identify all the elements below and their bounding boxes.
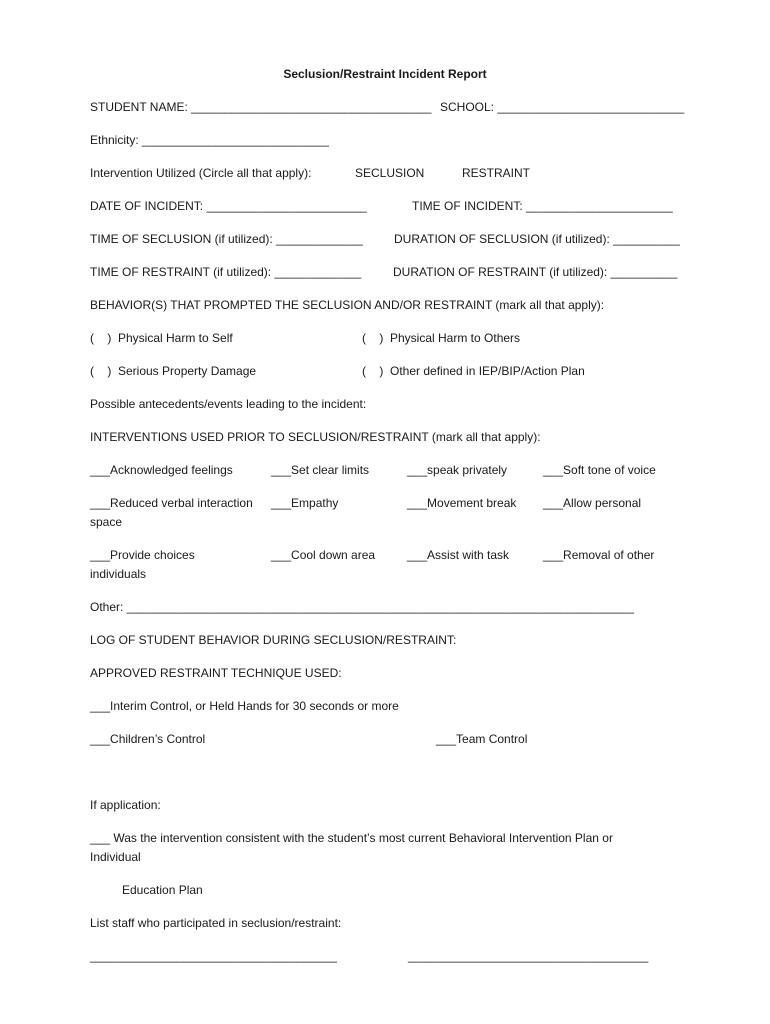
restraint-option[interactable]: RESTRAINT bbox=[462, 166, 531, 180]
behavior-checkbox-property-damage[interactable]: ( ) Serious Property Damage bbox=[90, 364, 257, 378]
staff-line-1[interactable]: _____________________________________ bbox=[90, 949, 337, 963]
behavior-checkbox-harm-self[interactable]: ( ) Physical Harm to Self bbox=[90, 331, 233, 345]
consistency-education-plan: Education Plan bbox=[122, 883, 203, 897]
intervention-acknowledged-feelings[interactable]: ___Acknowledged feelings bbox=[90, 463, 233, 477]
other-field[interactable]: Other: ____________________________________________________________________________ bbox=[90, 600, 634, 614]
student-name-field[interactable]: STUDENT NAME: ____________________________________ bbox=[90, 100, 432, 114]
intervention-soft-tone[interactable]: ___Soft tone of voice bbox=[543, 463, 656, 477]
antecedents-label: Possible antecedents/events leading to the incident: bbox=[90, 397, 367, 411]
time-of-seclusion-field[interactable]: TIME OF SECLUSION (if utilized): _____________ bbox=[90, 232, 363, 246]
log-heading: LOG OF STUDENT BEHAVIOR DURING SECLUSION/RESTRAINT: bbox=[90, 633, 457, 647]
intervention-set-clear-limits[interactable]: ___Set clear limits bbox=[271, 463, 370, 477]
staff-line-2[interactable]: ____________________________________ bbox=[408, 949, 649, 963]
if-application-label: If application: bbox=[90, 798, 161, 812]
consistency-checkbox[interactable]: ___ Was the intervention consistent with the student’s most current Behavioral Intervention Plan or bbox=[90, 831, 613, 845]
time-of-incident-field[interactable]: TIME OF INCIDENT: ______________________ bbox=[412, 199, 673, 213]
technique-team-control[interactable]: ___Team Control bbox=[436, 732, 528, 746]
approved-technique-heading: APPROVED RESTRAINT TECHNIQUE USED: bbox=[90, 666, 342, 680]
intervention-movement-break[interactable]: ___Movement break bbox=[407, 496, 517, 510]
behavior-checkbox-other-defined[interactable]: ( ) Other defined in IEP/BIP/Action Plan bbox=[362, 364, 585, 378]
school-field[interactable]: SCHOOL: ____________________________ bbox=[440, 100, 685, 114]
page-title: Seclusion/Restraint Incident Report bbox=[283, 67, 487, 81]
duration-of-restraint-field[interactable]: DURATION OF RESTRAINT (if utilized): __________ bbox=[393, 265, 678, 279]
ethnicity-field[interactable]: Ethnicity: ____________________________ bbox=[90, 133, 329, 147]
intervention-reduced-verbal[interactable]: ___Reduced verbal interaction bbox=[90, 496, 253, 510]
intervention-provide-choices[interactable]: ___Provide choices bbox=[90, 548, 195, 562]
seclusion-option[interactable]: SECLUSION bbox=[355, 166, 425, 180]
interventions-prior-heading: INTERVENTIONS USED PRIOR TO SECLUSION/RESTRAINT (mark all that apply): bbox=[90, 430, 541, 444]
intervention-removal-wrap: individuals bbox=[90, 567, 147, 581]
technique-childrens-control[interactable]: ___Children’s Control bbox=[90, 732, 206, 746]
intervention-allow-personal[interactable]: ___Allow personal bbox=[543, 496, 642, 510]
duration-of-seclusion-field[interactable]: DURATION OF SECLUSION (if utilized): __________ bbox=[394, 232, 680, 246]
intervention-label: Intervention Utilized (Circle all that apply): bbox=[90, 166, 312, 180]
technique-interim-control[interactable]: ___Interim Control, or Held Hands for 30 seconds or more bbox=[90, 699, 399, 713]
behaviors-heading: BEHAVIOR(S) THAT PROMPTED THE SECLUSION AND/OR RESTRAINT (mark all that apply): bbox=[90, 298, 605, 312]
staff-heading: List staff who participated in seclusion/restraint: bbox=[90, 916, 342, 930]
intervention-cool-down-area[interactable]: ___Cool down area bbox=[271, 548, 376, 562]
intervention-speak-privately[interactable]: ___speak privately bbox=[407, 463, 508, 477]
consistency-wrap-line: Individual bbox=[90, 850, 141, 864]
intervention-removal-of-other[interactable]: ___Removal of other bbox=[543, 548, 655, 562]
date-of-incident-field[interactable]: DATE OF INCIDENT: ________________________ bbox=[90, 199, 367, 213]
intervention-assist-with-task[interactable]: ___Assist with task bbox=[407, 548, 510, 562]
behavior-checkbox-harm-others[interactable]: ( ) Physical Harm to Others bbox=[362, 331, 521, 345]
intervention-empathy[interactable]: ___Empathy bbox=[271, 496, 339, 510]
time-of-restraint-field[interactable]: TIME OF RESTRAINT (if utilized): _____________ bbox=[90, 265, 362, 279]
intervention-allow-personal-wrap: space bbox=[90, 515, 123, 529]
